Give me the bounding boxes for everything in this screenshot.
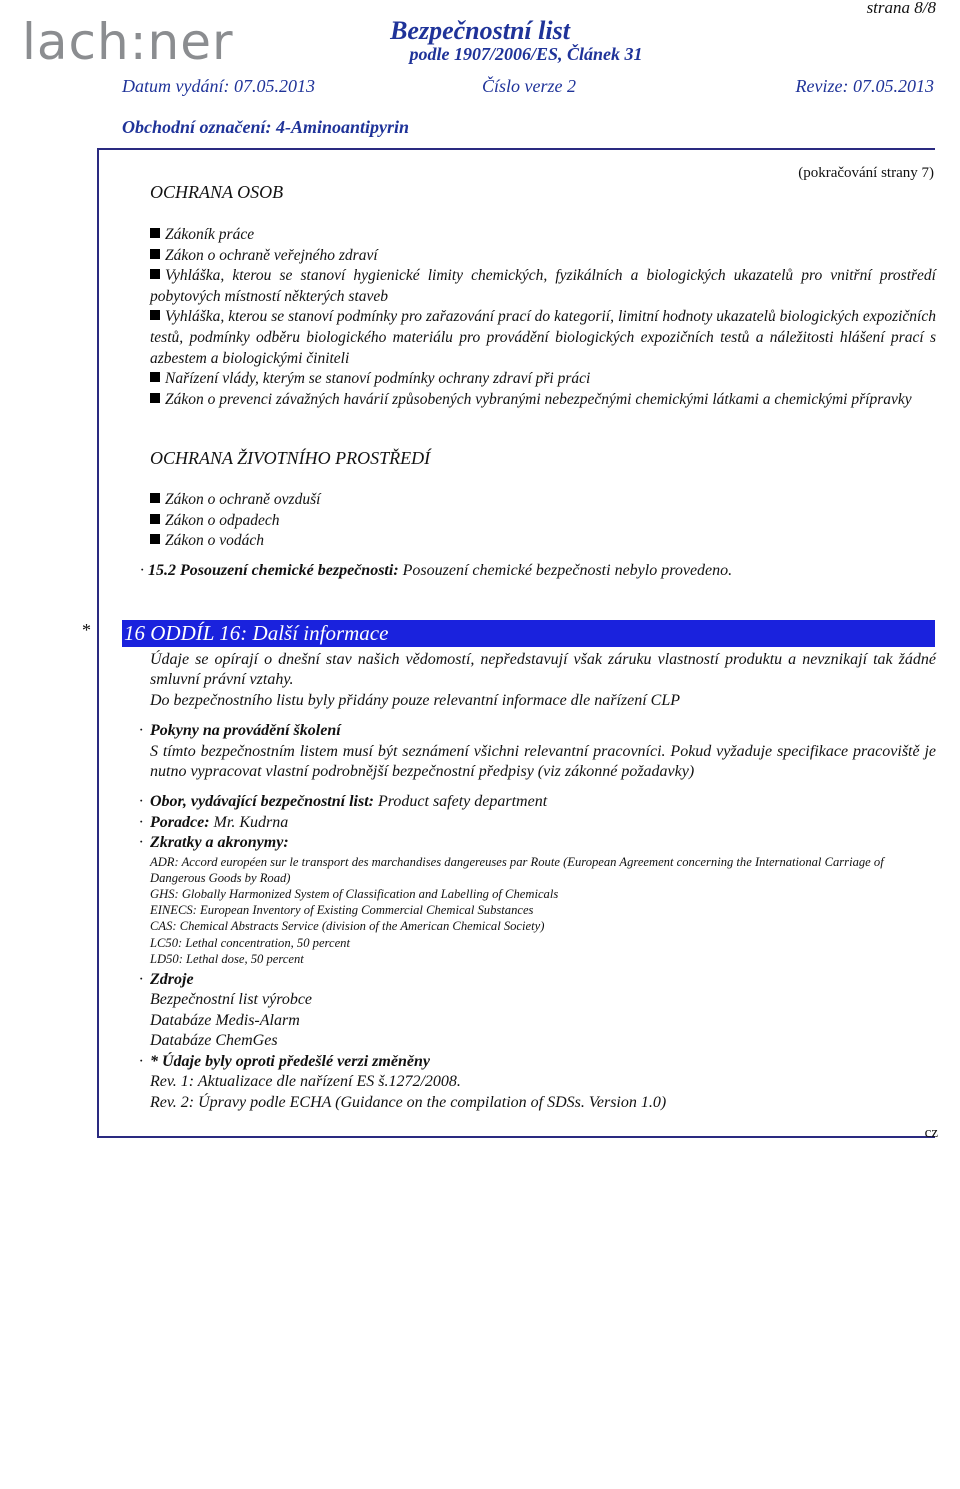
sources-label: · Zdroje bbox=[139, 971, 194, 989]
list-item: Bezpečnostní list výrobce bbox=[150, 991, 313, 1009]
list-item: Zákon o prevenci závažných havárií způsobených vybranými nebezpečnými chemickými látkami a chemickými přípravky bbox=[150, 390, 936, 411]
advisor-line: · Poradce: Mr. Kudrna bbox=[139, 813, 289, 831]
list-item: Rev. 2: Úpravy podle ECHA (Guidance on the compilation of SDSs. Version 1.0) bbox=[150, 1093, 667, 1111]
list-item: Nařízení vlády, kterým se stanoví podmínky ochrany zdraví při práci bbox=[150, 369, 936, 390]
department-line: · Obor, vydávající bezpečnostní list: Product safety department bbox=[139, 793, 548, 811]
list-item: LC50: Lethal concentration, 50 percent bbox=[150, 935, 350, 950]
issue-date: Datum vydání: 07.05.2013 bbox=[122, 76, 315, 96]
abbreviations-label: · Zkratky a akronymy: bbox=[139, 834, 289, 852]
language-code: cz bbox=[924, 1125, 938, 1141]
list-item: GHS: Globally Harmonized System of Classification and Labelling of Chemicals bbox=[150, 887, 559, 902]
square-bullet-icon bbox=[150, 249, 160, 259]
list-item: Zákon o odpadech bbox=[150, 511, 320, 532]
environment-list bbox=[150, 490, 320, 552]
change-marker: * bbox=[82, 620, 91, 640]
list-item: Zákon o ochraně veřejného zdraví bbox=[150, 246, 936, 267]
document-subtitle: podle 1907/2006/ES, Článek 31 bbox=[409, 44, 643, 64]
list-item: Zákoník práce bbox=[150, 225, 936, 246]
square-bullet-icon bbox=[150, 393, 160, 403]
intro-text: Údaje se opírají o dnešní stav našich vědomostí, nepředstavují však záruku vlastností produktu a nevznikají tak žádné smluvní právní vztahy. bbox=[150, 651, 936, 689]
square-bullet-icon bbox=[150, 228, 160, 238]
section-16-body bbox=[139, 650, 936, 1113]
revision-date: Revize: 07.05.2013 bbox=[795, 76, 934, 96]
list-item: Databáze ChemGes bbox=[150, 1032, 278, 1050]
clp-note: Do bezpečnostního listu byly přidány pouze relevantní informace dle nařízení CLP bbox=[150, 691, 680, 709]
square-bullet-icon bbox=[150, 269, 160, 279]
list-item: Zákon o ochraně ovzduší bbox=[150, 490, 320, 511]
changes-label: · * Údaje byly oproti předešlé verzi změněny bbox=[139, 1052, 430, 1070]
list-item: Databáze Medis-Alarm bbox=[150, 1011, 300, 1029]
abbreviations-list bbox=[150, 854, 936, 967]
square-bullet-icon bbox=[150, 534, 160, 544]
training-text: S tímto bezpečnostním listem musí být seznámení všichni relevantní pracovníci. Pokud vyžaduje specifikace pracoviště je nutno vypracovat vlastní podrobnější bezpečnostní předpisy (viz zákonné požadavky) bbox=[150, 742, 936, 781]
continuation-note: (pokračování strany 7) bbox=[798, 165, 934, 181]
personal-protection-heading: OCHRANA OSOB bbox=[150, 182, 284, 202]
section-16-header: 16 ODDÍL 16: Další informace bbox=[122, 620, 935, 647]
list-item: Zákon o vodách bbox=[150, 531, 320, 552]
company-logo: lach:ner bbox=[22, 13, 234, 71]
page-number: strana 8/8 bbox=[866, 0, 936, 17]
square-bullet-icon bbox=[150, 514, 160, 524]
list-item: EINECS: European Inventory of Existing Commercial Chemical Substances bbox=[150, 903, 534, 918]
square-bullet-icon bbox=[150, 372, 160, 382]
list-item: Rev. 1: Aktualizace dle nařízení ES š.1272/2008. bbox=[150, 1073, 461, 1091]
list-item: ADR: Accord européen sur le transport des marchandises dangereuses par Route (European Agreement concerning the International Carriage of Dangerous Goods by Road) bbox=[150, 854, 884, 885]
list-item: Vyhláška, kterou se stanoví hygienické limity chemických, fyzikálních a biologických ukazatelů pro vnitřní prostředí pobytových místností některých staveb bbox=[150, 267, 936, 305]
square-bullet-icon bbox=[150, 493, 160, 503]
training-label: · Pokyny na provádění školení bbox=[139, 722, 341, 740]
list-item: LD50: Lethal dose, 50 percent bbox=[150, 951, 304, 966]
version-number: Číslo verze 2 bbox=[482, 76, 576, 96]
square-bullet-icon bbox=[150, 310, 160, 320]
list-item: CAS: Chemical Abstracts Service (division of the American Chemical Society) bbox=[150, 919, 545, 934]
section-15-2: · 15.2 Posouzení chemické bezpečnosti: Posouzení chemické bezpečnosti nebylo provedeno. bbox=[140, 562, 733, 579]
document-title: Bezpečnostní list bbox=[390, 16, 570, 45]
list-item: Vyhláška, kterou se stanoví podmínky pro zařazování prací do kategorií, limitní hodnoty ukazatelů biologických expozičních testů, podmínky odběru biologického materiálu pro provádění biologických expozičních testů a náležitosti hlášení prací s azbestem a biologickými činiteli bbox=[150, 308, 936, 367]
environment-heading: OCHRANA ŽIVOTNÍHO PROSTŘEDÍ bbox=[150, 448, 431, 468]
trade-name: Obchodní označení: 4-Aminoantipyrin bbox=[122, 117, 410, 137]
personal-protection-list bbox=[150, 225, 936, 410]
